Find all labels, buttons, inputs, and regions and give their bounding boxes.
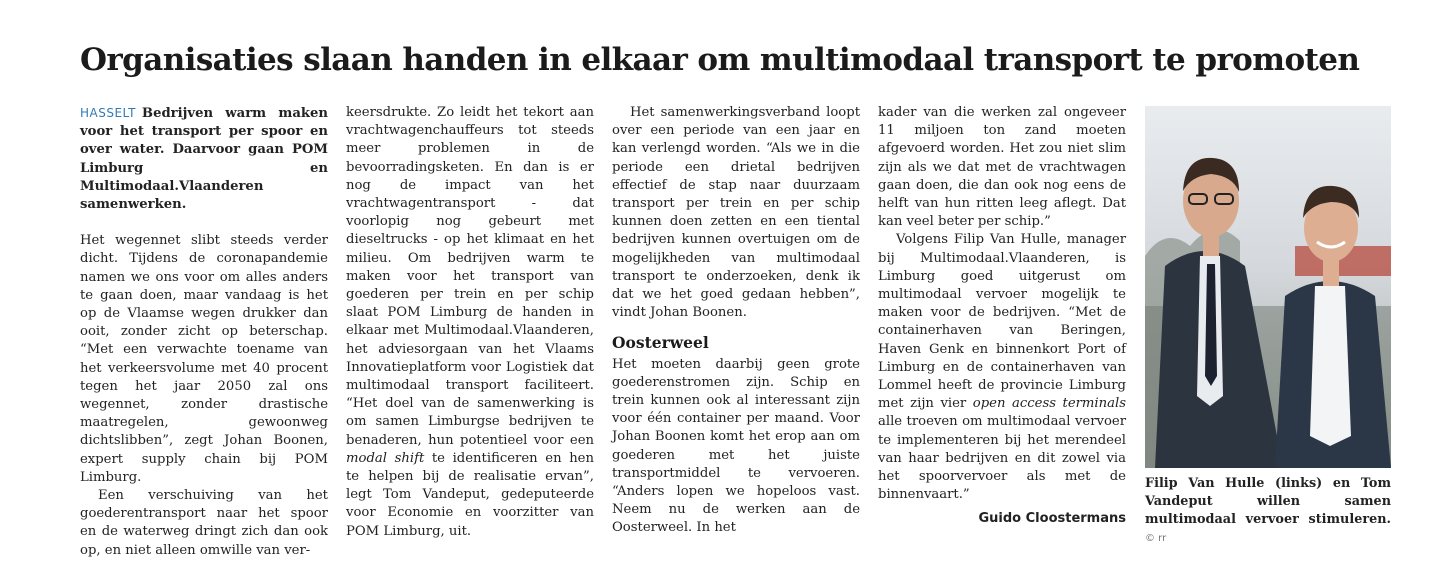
body-paragraph: Volgens Filip Van Hulle, manager bij Multimodaal.Vlaanderen, is Limburg goed uitgerust om multimodaal vervoer mogelijk te maken voor de bedrijven. “Met de containerhaven van Beringen, Haven Genk en binnenkort Port of Limburg en de containerhaven van Lommel heeft de provincie Limburg met zijn vier open access terminals alle troeven om multimodaal vervoer te implementeren bij het merendeel van haar bedrijven en dit zowel via het spoorvervoer als met de binnenvaart.”: [878, 232, 1126, 503]
lead-text: Bedrijven warm maken voor het transport per spoor en over water. Daarvoor gaan POM Limburg en Multimodaal.Vlaanderen samenwerken.: [80, 106, 328, 213]
article-column-4: [878, 104, 1126, 529]
lead-paragraph: [80, 104, 328, 214]
emphasis-text: open access terminals: [972, 396, 1126, 412]
headline: Organisaties slaan handen in elkaar om multimodaal transport te promoten: [80, 42, 1360, 78]
emphasis-text: modal shift: [346, 450, 425, 466]
subheading: Oosterweel: [612, 333, 709, 353]
two-men-photo: [1145, 106, 1391, 468]
article-column-3: [612, 104, 860, 538]
article-column-2: [346, 104, 594, 541]
body-paragraph: Het moeten daarbij geen grote goederenstromen zijn. Schip en trein kunnen ook al interessant zijn voor één container per maand. Voor Johan Boonen komt het erop aan om goederen met het juiste transportmiddel te vervoeren. “Anders lopen we hopeloos vast. Neem nu de werken aan de Oosterweel. In het: [612, 356, 860, 536]
body-paragraph: Een verschuiving van het goederentransport naar het spoor en de waterweg dringt zich dan ook op, en niet alleen omwille van ver-: [80, 488, 328, 558]
byline: Guido Cloostermans: [978, 511, 1126, 527]
photo-credit: © rr: [1145, 533, 1167, 544]
photo-caption: Filip Van Hulle (links) en Tom Vandeput willen samen multimodaal vervoer stimuleren. © rr: [1145, 476, 1391, 544]
article-photo: [1145, 106, 1391, 468]
dateline: HASSELT: [80, 106, 136, 120]
article-column-1: [80, 104, 328, 560]
body-paragraph: keersdrukte. Zo leidt het tekort aan vrachtwagenchauffeurs tot steeds meer problemen in de bevoorradingsketen. En dan is er nog de impact van het vrachtwagentransport - dat voorlopig nog gebeurt met dieseltrucks - op het klimaat en het milieu. Om bedrijven warm te maken voor het transport van goederen per trein en per schip slaat POM Limburg de handen in elkaar met Multimodaal.Vlaanderen, het adviesorgaan van het Vlaams Innovatieplatform voor Logistiek dat multimodaal transport faciliteert. “Het doel van de samenwerking is om samen Limburgse bedrijven te benaderen, hun potentieel voor een modal shift te identificeren en hen te helpen bij de realisatie ervan”, legt Tom Vandeput, gedeputeerde voor Economie en voorzitter van POM Limburg, uit.: [346, 105, 594, 539]
body-paragraph: kader van die werken zal ongeveer 11 miljoen ton zand moeten afgevoerd worden. Het zou niet slim zijn als we dat met de vrachtwagen gaan doen, die dan ook nog eens de helft van hun ritten leeg aflegt. Dat kan veel beter per schip.”: [878, 105, 1126, 230]
body-paragraph: Het samenwerkingsverband loopt over een periode van een jaar en kan verlengd worden. “Als we in die periode een drietal bedrijven effectief de stap naar duurzaam transport per trein en per schip kunnen doen zetten en een tiental bedrijven kunnen overtuigen om de mogelijkheden van multimodaal transport te onderzoeken, denk ik dat we het goed gedaan hebben”, vindt Johan Boonen.: [612, 105, 860, 321]
body-paragraph: Het wegennet slibt steeds verder dicht. Tijdens de coronapandemie namen we ons voor om alles anders te gaan doen, maar vandaag is het op de Vlaamse wegen drukker dan ooit, zonder zicht op beterschap. “Met een verwachte toename van het verkeersvolume met 40 procent tegen het jaar 2050 zal ons wegennet, zonder drastische maatregelen, gewoonweg dichtslibben”, zegt Johan Boonen, expert supply chain bij POM Limburg.: [80, 233, 328, 485]
